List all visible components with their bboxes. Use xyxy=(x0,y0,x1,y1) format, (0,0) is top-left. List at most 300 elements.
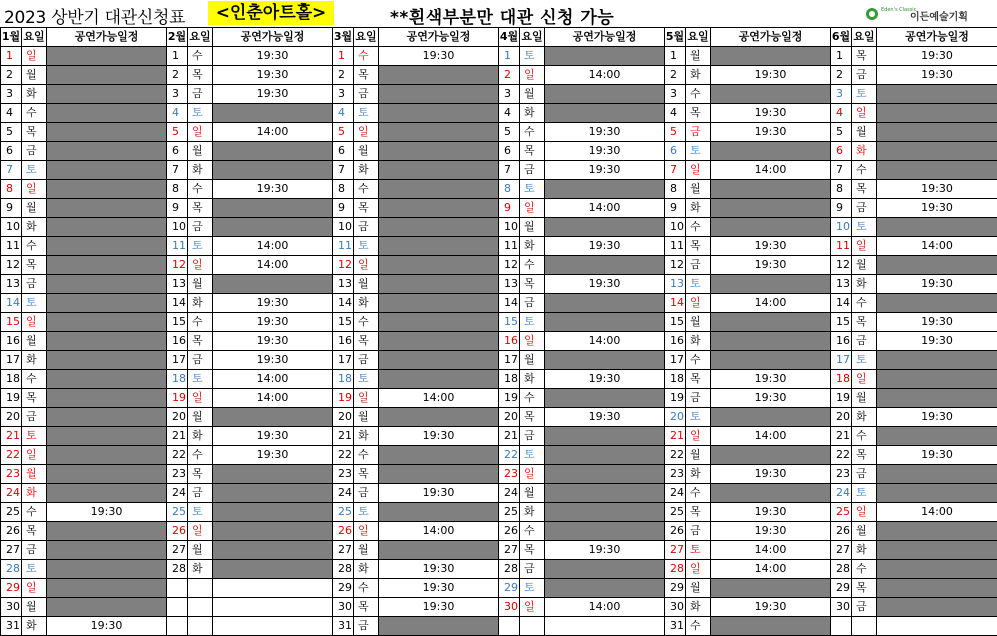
unavailable-slot xyxy=(47,332,167,351)
table-row xyxy=(1,66,997,85)
available-slot[interactable]: 19:30 xyxy=(47,503,167,522)
day-number: 17 xyxy=(665,351,686,370)
available-slot[interactable]: 19:30 xyxy=(379,598,499,617)
available-slot[interactable]: 19:30 xyxy=(213,351,333,370)
weekday-cell: 목 xyxy=(686,370,711,389)
weekday-cell: 토 xyxy=(22,427,47,446)
weekday-cell: 월 xyxy=(852,522,877,541)
available-slot[interactable]: 19:30 xyxy=(545,161,665,180)
available-slot[interactable]: 14:00 xyxy=(213,123,333,142)
weekday-cell: 일 xyxy=(188,256,213,275)
available-slot[interactable]: 14:00 xyxy=(545,199,665,218)
available-slot[interactable]: 19:30 xyxy=(711,237,831,256)
unavailable-slot xyxy=(545,427,665,446)
weekday-cell: 토 xyxy=(22,294,47,313)
weekday-cell: 금 xyxy=(354,484,379,503)
available-slot[interactable]: 19:30 xyxy=(877,446,997,465)
logo-circle-icon xyxy=(866,8,878,20)
weekday-cell: 일 xyxy=(22,446,47,465)
unavailable-slot xyxy=(379,275,499,294)
unavailable-slot xyxy=(47,142,167,161)
day-number: 5 xyxy=(333,123,354,142)
day-number: 13 xyxy=(831,275,852,294)
available-slot[interactable]: 19:30 xyxy=(213,85,333,104)
available-slot[interactable]: 19:30 xyxy=(877,408,997,427)
available-slot[interactable]: 14:00 xyxy=(545,66,665,85)
weekday-cell: 일 xyxy=(354,389,379,408)
available-slot[interactable]: 14:00 xyxy=(877,503,997,522)
day-number: 8 xyxy=(333,180,354,199)
weekday-cell: 수 xyxy=(520,522,545,541)
month-label: 6월 xyxy=(831,28,852,47)
available-slot[interactable]: 19:30 xyxy=(711,104,831,123)
day-number: 2 xyxy=(499,66,520,85)
available-slot[interactable]: 19:30 xyxy=(545,541,665,560)
day-number: 28 xyxy=(665,560,686,579)
available-slot[interactable]: 19:30 xyxy=(877,199,997,218)
weekday-cell: 수 xyxy=(852,427,877,446)
month-label: 3월 xyxy=(333,28,354,47)
weekday-cell: 수 xyxy=(22,370,47,389)
table-row xyxy=(1,313,997,332)
weekday-cell: 목 xyxy=(354,66,379,85)
day-number: 31 xyxy=(333,617,354,636)
day-number: 24 xyxy=(499,484,520,503)
unavailable-slot xyxy=(877,142,997,161)
day-number: 5 xyxy=(167,123,188,142)
weekday-cell: 금 xyxy=(188,351,213,370)
unavailable-slot xyxy=(545,351,665,370)
logo-subtext: Eden's Classic xyxy=(881,7,916,13)
available-slot[interactable]: 14:00 xyxy=(711,294,831,313)
day-number: 12 xyxy=(499,256,520,275)
available-slot[interactable]: 19:30 xyxy=(213,180,333,199)
day-number: 18 xyxy=(333,370,354,389)
weekday-cell: 월 xyxy=(188,541,213,560)
day-number: 27 xyxy=(1,541,22,560)
day-number: 26 xyxy=(167,522,188,541)
day-number: 16 xyxy=(1,332,22,351)
day-number: 22 xyxy=(167,446,188,465)
available-slot[interactable]: 19:30 xyxy=(545,237,665,256)
unavailable-slot xyxy=(711,142,831,161)
available-slot[interactable]: 19:30 xyxy=(545,142,665,161)
table-row xyxy=(1,47,997,66)
day-number: 7 xyxy=(665,161,686,180)
day-number: 13 xyxy=(665,275,686,294)
day-number: 2 xyxy=(167,66,188,85)
available-slot[interactable]: 19:30 xyxy=(213,47,333,66)
day-number: 3 xyxy=(1,85,22,104)
available-slot[interactable]: 14:00 xyxy=(213,237,333,256)
available-slot[interactable]: 14:00 xyxy=(213,389,333,408)
unavailable-slot xyxy=(877,218,997,237)
available-slot[interactable]: 19:30 xyxy=(877,332,997,351)
day-number: 18 xyxy=(831,370,852,389)
unavailable-slot xyxy=(379,256,499,275)
unavailable-slot xyxy=(877,104,997,123)
day-number: 1 xyxy=(499,47,520,66)
weekday-cell: 수 xyxy=(354,313,379,332)
weekday-cell: 목 xyxy=(520,541,545,560)
available-slot[interactable]: 19:30 xyxy=(545,370,665,389)
day-number: 29 xyxy=(333,579,354,598)
available-slot[interactable]: 19:30 xyxy=(213,332,333,351)
weekday-cell: 토 xyxy=(520,313,545,332)
weekday-cell: 일 xyxy=(686,560,711,579)
day-number: 6 xyxy=(1,142,22,161)
weekday-cell: 금 xyxy=(852,465,877,484)
day-number: 22 xyxy=(499,446,520,465)
day-number: 23 xyxy=(1,465,22,484)
available-slot[interactable]: 14:00 xyxy=(711,541,831,560)
weekday-cell: 화 xyxy=(354,427,379,446)
day-number: 12 xyxy=(831,256,852,275)
table-row xyxy=(1,522,997,541)
available-slot[interactable]: 19:30 xyxy=(213,66,333,85)
weekday-cell xyxy=(188,617,213,636)
day-number: 25 xyxy=(831,503,852,522)
unavailable-slot xyxy=(877,598,997,617)
day-number: 4 xyxy=(167,104,188,123)
weekday-cell: 화 xyxy=(188,427,213,446)
weekday-cell: 토 xyxy=(852,218,877,237)
weekday-cell: 수 xyxy=(686,484,711,503)
day-number: 6 xyxy=(333,142,354,161)
table-row xyxy=(1,484,997,503)
weekday-cell: 화 xyxy=(22,351,47,370)
available-slot[interactable]: 19:30 xyxy=(711,66,831,85)
unavailable-slot xyxy=(545,503,665,522)
weekday-cell: 목 xyxy=(22,123,47,142)
day-number: 14 xyxy=(499,294,520,313)
unavailable-slot xyxy=(711,85,831,104)
available-slot[interactable]: 14:00 xyxy=(545,598,665,617)
weekday-cell: 수 xyxy=(188,446,213,465)
available-slot[interactable]: 19:30 xyxy=(711,503,831,522)
weekday-cell: 화 xyxy=(686,465,711,484)
weekday-cell: 목 xyxy=(188,465,213,484)
day-number: 26 xyxy=(1,522,22,541)
day-number: 3 xyxy=(499,85,520,104)
day-number: 7 xyxy=(333,161,354,180)
day-number xyxy=(167,598,188,617)
available-slot[interactable]: 19:30 xyxy=(711,123,831,142)
day-number: 24 xyxy=(167,484,188,503)
unavailable-slot xyxy=(47,370,167,389)
day-number: 18 xyxy=(665,370,686,389)
slot-header: 공연가능일정 xyxy=(877,28,997,47)
day-number: 10 xyxy=(831,218,852,237)
available-slot[interactable]: 14:00 xyxy=(545,332,665,351)
available-slot[interactable]: 19:30 xyxy=(711,465,831,484)
day-number: 11 xyxy=(1,237,22,256)
weekday-cell: 금 xyxy=(188,85,213,104)
day-number: 13 xyxy=(167,275,188,294)
weekday-cell: 금 xyxy=(354,351,379,370)
available-slot[interactable]: 14:00 xyxy=(711,427,831,446)
table-row xyxy=(1,503,997,522)
weekday-cell: 화 xyxy=(852,142,877,161)
weekday-header: 요일 xyxy=(22,28,47,47)
available-slot[interactable]: 19:30 xyxy=(47,617,167,636)
available-slot[interactable]: 19:30 xyxy=(711,522,831,541)
available-slot[interactable]: 19:30 xyxy=(379,484,499,503)
unavailable-slot xyxy=(711,313,831,332)
unavailable-slot xyxy=(711,199,831,218)
day-number: 11 xyxy=(333,237,354,256)
weekday-cell: 화 xyxy=(188,294,213,313)
available-slot[interactable]: 19:30 xyxy=(379,560,499,579)
weekday-cell: 금 xyxy=(354,617,379,636)
weekday-cell: 금 xyxy=(354,218,379,237)
weekday-cell: 토 xyxy=(520,579,545,598)
available-slot[interactable]: 19:30 xyxy=(877,275,997,294)
unavailable-slot xyxy=(47,446,167,465)
day-number: 9 xyxy=(1,199,22,218)
weekday-cell: 월 xyxy=(686,446,711,465)
unavailable-slot xyxy=(379,104,499,123)
weekday-cell xyxy=(188,598,213,617)
unavailable-slot xyxy=(379,294,499,313)
day-number: 17 xyxy=(1,351,22,370)
available-slot[interactable]: 19:30 xyxy=(213,427,333,446)
weekday-cell: 화 xyxy=(22,617,47,636)
unavailable-slot xyxy=(545,218,665,237)
available-slot[interactable]: 14:00 xyxy=(379,522,499,541)
day-number: 13 xyxy=(499,275,520,294)
weekday-cell: 일 xyxy=(22,47,47,66)
weekday-cell: 목 xyxy=(354,332,379,351)
slot-header: 공연가능일정 xyxy=(711,28,831,47)
available-slot[interactable]: 19:30 xyxy=(711,389,831,408)
day-number: 25 xyxy=(665,503,686,522)
available-slot[interactable]: 14:00 xyxy=(379,389,499,408)
day-number: 19 xyxy=(665,389,686,408)
table-row xyxy=(1,427,997,446)
empty-slot xyxy=(213,617,333,636)
available-slot[interactable]: 19:30 xyxy=(545,275,665,294)
available-slot[interactable]: 19:30 xyxy=(877,66,997,85)
unavailable-slot xyxy=(213,275,333,294)
day-number: 19 xyxy=(831,389,852,408)
unavailable-slot xyxy=(213,199,333,218)
weekday-cell: 목 xyxy=(22,522,47,541)
unavailable-slot xyxy=(47,104,167,123)
weekday-cell: 수 xyxy=(354,579,379,598)
available-slot[interactable]: 19:30 xyxy=(711,370,831,389)
weekday-cell: 일 xyxy=(520,199,545,218)
day-number: 11 xyxy=(167,237,188,256)
unavailable-slot xyxy=(47,199,167,218)
unavailable-slot xyxy=(379,123,499,142)
weekday-cell: 월 xyxy=(22,199,47,218)
weekday-cell: 수 xyxy=(188,180,213,199)
day-number: 17 xyxy=(831,351,852,370)
unavailable-slot xyxy=(379,408,499,427)
day-number: 30 xyxy=(665,598,686,617)
available-slot[interactable]: 19:30 xyxy=(545,123,665,142)
day-number: 4 xyxy=(1,104,22,123)
day-number: 15 xyxy=(167,313,188,332)
day-number: 1 xyxy=(1,47,22,66)
weekday-cell: 수 xyxy=(520,123,545,142)
unavailable-slot xyxy=(47,465,167,484)
day-number: 1 xyxy=(665,47,686,66)
day-number: 15 xyxy=(665,313,686,332)
weekday-cell: 수 xyxy=(686,617,711,636)
day-number: 8 xyxy=(499,180,520,199)
table-row xyxy=(1,218,997,237)
weekday-cell: 토 xyxy=(686,275,711,294)
available-slot[interactable]: 19:30 xyxy=(877,47,997,66)
unavailable-slot xyxy=(545,180,665,199)
day-number: 9 xyxy=(831,199,852,218)
month-label: 1월 xyxy=(1,28,22,47)
unavailable-slot xyxy=(47,579,167,598)
weekday-header: 요일 xyxy=(520,28,545,47)
day-number: 13 xyxy=(1,275,22,294)
day-number: 10 xyxy=(665,218,686,237)
unavailable-slot xyxy=(47,313,167,332)
unavailable-slot xyxy=(379,313,499,332)
day-number: 16 xyxy=(333,332,354,351)
available-slot[interactable]: 14:00 xyxy=(711,161,831,180)
weekday-cell: 금 xyxy=(22,541,47,560)
weekday-cell: 금 xyxy=(22,142,47,161)
day-number: 30 xyxy=(831,598,852,617)
weekday-cell: 토 xyxy=(852,85,877,104)
day-number: 23 xyxy=(831,465,852,484)
weekday-cell: 일 xyxy=(22,579,47,598)
weekday-cell: 화 xyxy=(520,237,545,256)
weekday-cell: 월 xyxy=(354,275,379,294)
available-slot[interactable]: 19:30 xyxy=(213,446,333,465)
day-number: 17 xyxy=(333,351,354,370)
sheet-title: 2023 상반기 대관신청표 xyxy=(4,3,185,28)
day-number: 27 xyxy=(499,541,520,560)
weekday-cell: 월 xyxy=(852,389,877,408)
weekday-cell: 토 xyxy=(22,560,47,579)
day-number: 7 xyxy=(167,161,188,180)
unavailable-slot xyxy=(545,104,665,123)
available-slot[interactable]: 19:30 xyxy=(877,313,997,332)
day-number: 14 xyxy=(1,294,22,313)
unavailable-slot xyxy=(379,351,499,370)
unavailable-slot xyxy=(379,66,499,85)
weekday-cell: 금 xyxy=(520,161,545,180)
day-number: 25 xyxy=(333,503,354,522)
empty-slot xyxy=(213,579,333,598)
weekday-cell: 월 xyxy=(852,256,877,275)
weekday-cell: 일 xyxy=(852,104,877,123)
weekday-cell: 월 xyxy=(354,541,379,560)
weekday-cell: 일 xyxy=(22,180,47,199)
table-row xyxy=(1,579,997,598)
day-number: 26 xyxy=(831,522,852,541)
weekday-cell: 금 xyxy=(22,408,47,427)
weekday-cell: 월 xyxy=(22,465,47,484)
weekday-cell: 목 xyxy=(852,47,877,66)
weekday-cell: 수 xyxy=(520,389,545,408)
unavailable-slot xyxy=(379,370,499,389)
available-slot[interactable]: 19:30 xyxy=(379,427,499,446)
weekday-cell: 금 xyxy=(852,332,877,351)
day-number: 27 xyxy=(665,541,686,560)
day-number: 22 xyxy=(1,446,22,465)
day-number: 2 xyxy=(333,66,354,85)
available-slot[interactable]: 19:30 xyxy=(711,598,831,617)
weekday-cell: 금 xyxy=(22,275,47,294)
available-slot[interactable]: 14:00 xyxy=(213,256,333,275)
weekday-cell: 월 xyxy=(686,47,711,66)
weekday-cell: 월 xyxy=(852,123,877,142)
weekday-cell: 월 xyxy=(354,142,379,161)
day-number: 21 xyxy=(333,427,354,446)
weekday-cell: 금 xyxy=(520,560,545,579)
day-number: 9 xyxy=(665,199,686,218)
day-number: 24 xyxy=(831,484,852,503)
unavailable-slot xyxy=(877,522,997,541)
table-row xyxy=(1,275,997,294)
weekday-cell: 화 xyxy=(188,560,213,579)
weekday-cell: 일 xyxy=(354,522,379,541)
weekday-cell: 수 xyxy=(686,218,711,237)
unavailable-slot xyxy=(47,522,167,541)
day-number: 13 xyxy=(333,275,354,294)
available-slot[interactable]: 19:30 xyxy=(711,256,831,275)
table-row xyxy=(1,294,997,313)
day-number: 26 xyxy=(333,522,354,541)
venue-label: <인춘아트홀> xyxy=(208,1,334,25)
day-number: 5 xyxy=(1,123,22,142)
day-number: 18 xyxy=(499,370,520,389)
day-number: 15 xyxy=(499,313,520,332)
weekday-cell: 토 xyxy=(520,446,545,465)
day-number: 1 xyxy=(167,47,188,66)
available-slot[interactable]: 19:30 xyxy=(379,47,499,66)
weekday-cell: 금 xyxy=(686,123,711,142)
available-slot[interactable]: 19:30 xyxy=(379,579,499,598)
weekday-cell: 화 xyxy=(354,161,379,180)
unavailable-slot xyxy=(711,408,831,427)
available-slot[interactable]: 19:30 xyxy=(877,180,997,199)
day-number: 24 xyxy=(665,484,686,503)
unavailable-slot xyxy=(877,370,997,389)
availability-note: **흰색부분만 대관 신청 가능 xyxy=(390,3,614,28)
available-slot[interactable]: 19:30 xyxy=(213,313,333,332)
day-number: 30 xyxy=(333,598,354,617)
day-number: 21 xyxy=(831,427,852,446)
unavailable-slot xyxy=(877,389,997,408)
available-slot[interactable]: 14:00 xyxy=(877,237,997,256)
available-slot[interactable]: 19:30 xyxy=(213,294,333,313)
weekday-cell: 금 xyxy=(354,85,379,104)
unavailable-slot xyxy=(213,560,333,579)
weekday-cell: 목 xyxy=(686,237,711,256)
day-number: 3 xyxy=(665,85,686,104)
available-slot[interactable]: 14:00 xyxy=(213,370,333,389)
available-slot[interactable]: 19:30 xyxy=(545,408,665,427)
unavailable-slot xyxy=(47,541,167,560)
available-slot[interactable]: 14:00 xyxy=(711,560,831,579)
unavailable-slot xyxy=(711,47,831,66)
table-row xyxy=(1,123,997,142)
weekday-cell: 화 xyxy=(686,598,711,617)
day-number xyxy=(167,617,188,636)
day-number: 1 xyxy=(333,47,354,66)
day-number: 9 xyxy=(499,199,520,218)
